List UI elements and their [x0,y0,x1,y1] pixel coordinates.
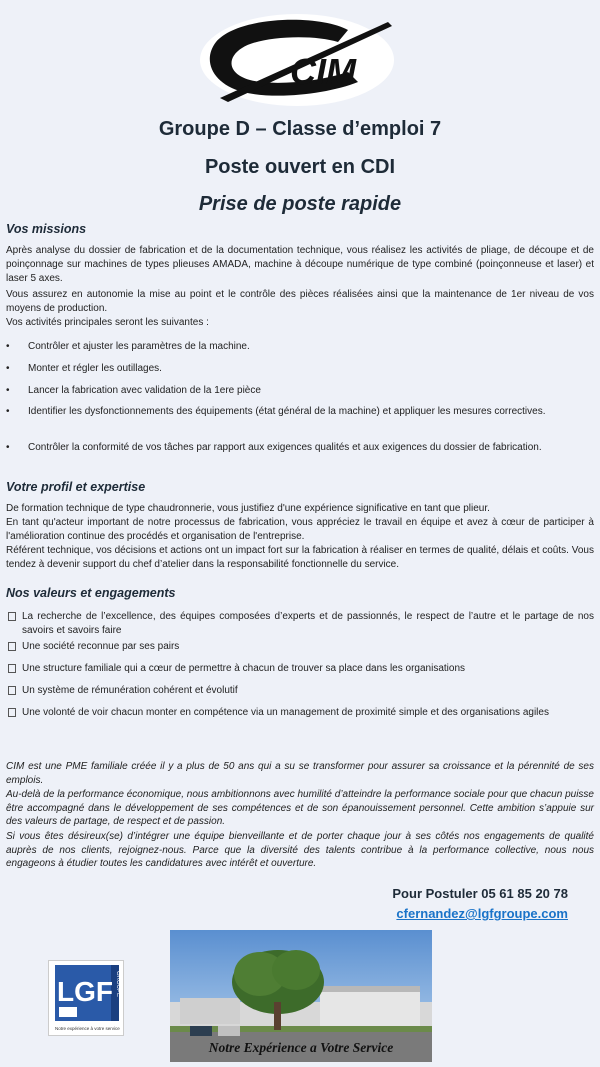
checkbox-icon [8,642,16,651]
value-item: La recherche de l’excellence, des équipes composées d’experts et de passionnés, le respect de l’autre et le partage de nos savoirs et savoirs faire [6,610,594,638]
bullet: • [6,341,10,352]
company-paragraph-2: Au-delà de la performance économique, nous ambitionnons avec humilité d’atteindre la performance sociale pour que chacun puisse être accompagné dans le développement de ses compétences et de son épanouissement personnel. Cette ambition s’appuie sur des valeurs de partage, de respect et de passion. [6,789,594,827]
missions-title: Vos missions [6,222,87,236]
bullet: • [6,406,10,417]
slogan-caption: Notre Expérience a Votre Service [208,1040,394,1055]
value-item: Une structure familiale qui a cœur de permettre à chacun de trouver sa place dans les organisations [6,662,594,676]
bullet: • [6,363,10,374]
checkbox-icon [8,612,16,621]
checkbox-icon [8,686,16,695]
company-paragraph-3: Si vous êtes désireux(se) d’intégrer une équipe bienveillante et de porter chaque jour à ses côtés nos engagements de qualité auprès de nos clients, rejoignez-nous. Parce que la diversité des talents contribue à la performance collective, nous nous engageons à étudier toutes les candidatures avec intérêt et ouverture. [6,831,594,869]
profile-paragraph-1: De formation technique de type chaudronnerie, vous justifiez d'une expérience significative en tant que plieur. [6,503,490,514]
checkbox-icon [8,664,16,673]
profile-paragraph-3: Référent technique, vos décisions et actions ont un impact fort sur la fabrication à réaliser en termes de qualité, délais et coûts. Vous tendez à devenir support du chef d’atelier dans la responsabilité fonctionnelle du service. [6,545,594,570]
mission-item: • Identifier les dysfonctionnements des équipements (état général de la machine) et appliquer les mesures correctives. [6,406,546,417]
mission-item: • Lancer la fabrication avec validation de la 1ere pièce [6,385,261,396]
quick-start-heading: Prise de poste rapide [198,193,402,215]
value-item: Une volonté de voir chacun monter en compétence via un management de proximité simple et des organisations agiles [6,706,594,720]
profile-title: Votre profil et expertise [6,480,146,494]
job-class-heading: Groupe D – Classe d’emploi 7 [158,118,442,140]
contract-heading: Poste ouvert en CDI [204,156,396,178]
company-paragraph-1: CIM est une PME familiale créée il y a plus de 50 ans qui a su se transformer pour assurer sa croissance et la pérennité de ses emplois. [6,761,594,786]
profile-paragraph-2: En tant qu'acteur important de notre processus de fabrication, vous appréciez le travail en équipe et avez à cœur de participer à l'amélioration continue des procédés et organisation de l'entreprise. [6,517,594,542]
lgf-side-text: GROUPE [115,971,121,998]
missions-intro-2: Vous assurez en autonomie la mise au point et le contrôle des pièces réalisées ainsi que la maintenance de 1er niveau de vos moyens de production. [6,289,594,314]
missions-intro-1: Après analyse du dossier de fabrication et de la documentation technique, vous réalisez les activités de pliage, de découpe et de poinçonnage sur machines de types plieuses AMADA, machine à découpe numérique de type combiné (poinçonneuse et laser) et laser 5 axes. [6,245,594,284]
checkbox-icon [8,708,16,717]
value-item: Un système de rémunération cohérent et évolutif [6,684,594,698]
apply-phone: Pour Postuler 05 61 85 20 78 [392,886,568,901]
missions-intro-3: Vos activités principales seront les suivantes : [6,317,209,328]
bullet: • [6,385,10,396]
lgf-letters: LGF [57,976,113,1007]
mission-item: • Contrôler la conformité de vos tâches par rapport aux exigences qualités et aux exigences du dossier de fabrication. [6,442,542,453]
value-item: Une société reconnue par ses pairs [6,640,594,654]
email-link[interactable]: cfernandez@lgfgroupe.com [396,906,568,921]
cim-logo [198,12,396,108]
values-title: Nos valeurs et engagements [6,586,176,600]
lgf-tagline: Notre expérience à votre service [55,1026,120,1031]
mission-item: • Monter et régler les outillages. [6,363,162,374]
cim-logo-text: CIM [290,51,356,92]
mission-item: • Contrôler et ajuster les paramètres de la machine. [6,341,250,352]
bullet: • [6,442,10,453]
lgf-logo [48,960,124,1036]
